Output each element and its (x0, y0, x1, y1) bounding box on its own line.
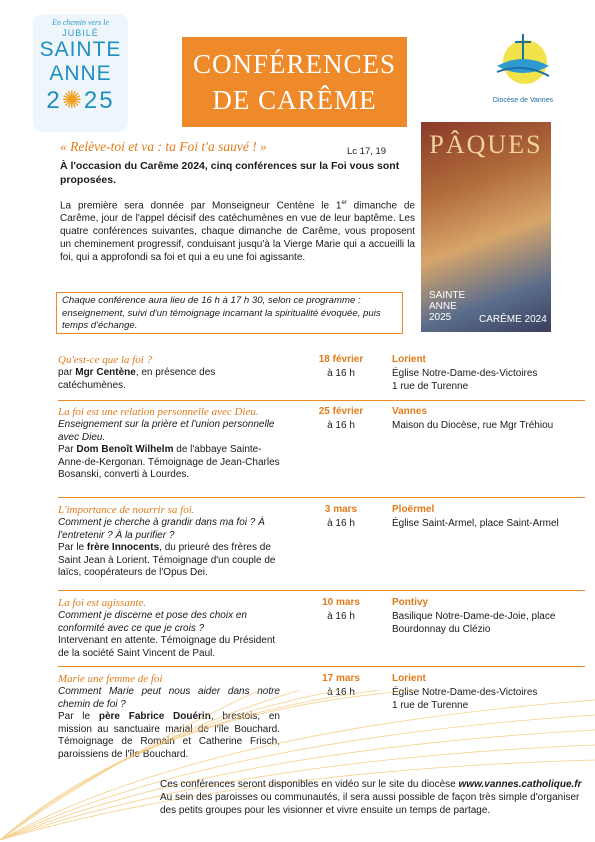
row-desc-a: Par (58, 444, 77, 455)
para-part-b: dimanche de Carême, jour de l'appel décisif des catéchumènes en vue de leur baptême. Les quatre conférences suivantes, chaque dimanche de Carême, vous proposent un cheminement progressif, conduisant jusqu'à la Vierge Marie qui a accueilli la foi, qui a approfondi sa foi et qui a eu une foi agissante. (60, 200, 415, 264)
row-description (58, 517, 280, 580)
diocese-emblem-icon (493, 32, 553, 90)
jubile-pre: En chemin vers le (51, 18, 110, 27)
row-desc-a: Par le (58, 542, 87, 553)
easter-poster-image (421, 122, 551, 332)
quote-ref: Lc 17, 19 (347, 146, 387, 157)
row-separator (58, 666, 585, 667)
row-desc-b: , du prieuré des frères de Saint Jean à Lorient. Témoignage d'un couple de laïcs, coopérateurs de l'Opus Dei. (58, 542, 276, 578)
row-place: Basilique Notre-Dame-de-Joie, place Bourdonnay du Clézio (392, 611, 556, 635)
row-desc-b: , brestois, en mission au sanctuaire marial de l'île Bouchard. Témoignage de Romain et Catherine Frisch, paroissiens de l'île Bouchard. (58, 711, 280, 760)
row-description (58, 367, 280, 392)
diocese-caption: Diocèse de Vannes (492, 97, 554, 104)
poster-sainte: SAINTE (429, 290, 466, 301)
title-line2: DE CARÊME (212, 85, 377, 115)
title-line1: CONFÉRENCES (192, 49, 397, 79)
poster-careme: CARÊME 2024 (479, 314, 547, 325)
row-separator (58, 400, 585, 401)
jubile-logo (33, 14, 128, 132)
row-title: Qu'est-ce que la foi ? (58, 354, 152, 366)
row-question: Comment je discerne et pose des choix en conformité avec ce que je crois ? (58, 610, 247, 634)
poster-year: 2025 (429, 312, 452, 323)
jubile-line1: SAINTE (39, 38, 122, 61)
diocese-logo (483, 32, 563, 107)
footer-line1 (160, 778, 590, 791)
row-question: Comment je cherche à grandir dans ma foi ? À l'entretenir ? À la purifier ? (58, 517, 265, 541)
jubile-year-a: 2 (46, 87, 62, 114)
row-title: La foi est une relation personnelle avec Dieu. (58, 406, 259, 418)
schedule-note: Chaque conférence aura lieu de 16 h à 17 h 30, selon ce programme : enseignement, suivi d'un témoignage incarnant la spiritualité évoquée, puis temps d'échange. (56, 292, 403, 334)
jubile-year (33, 86, 128, 116)
para-part-a: La première sera donnée par Monseigneur Centène le 1 (60, 200, 342, 212)
row-date: 25 février (318, 406, 364, 417)
row-date: 10 mars (322, 597, 360, 608)
row-desc-b: de l'abbaye Sainte-Anne-de-Kergonan. Témoignage de Jean-Charles Bosanski, converti à Lourdes. (58, 444, 280, 480)
row-description (58, 419, 280, 482)
row-time: à 16 h (327, 518, 355, 529)
poster-anne: ANNE (429, 301, 457, 312)
row-city: Lorient (392, 354, 426, 365)
row-title: La foi est agissante. (58, 597, 147, 609)
row-title: L'importance de nourrir sa foi. (58, 504, 195, 516)
row-city: Vannes (392, 406, 428, 417)
row-place (392, 368, 582, 393)
row-time: à 16 h (327, 420, 355, 431)
page-title (182, 37, 407, 127)
row-speaker: frère Innocents (86, 542, 160, 553)
row-time: à 16 h (327, 368, 355, 379)
row-desc-b: , en présence des catéchumènes. (58, 367, 216, 391)
row-desc-a: par (58, 367, 76, 378)
poster-sainte-anne (429, 290, 465, 323)
row-place-1: Église Notre-Dame-des-Victoires (392, 368, 538, 379)
quote-text: « Relève-toi et va : ta Foi t'a sauvé ! » (60, 139, 267, 154)
intro-text: À l'occasion du Carême 2024, cinq conférences sur la Foi vous sont proposées. (60, 160, 400, 186)
row-separator (58, 590, 585, 591)
row-date: 17 mars (322, 673, 360, 684)
row-desc-a: Intervenant en attente. Témoignage du Président de la société Saint Vincent de Paul. (58, 635, 276, 659)
row-date: 3 mars (324, 504, 358, 515)
row-question: Comment Marie peut nous aider dans notre chemin de foi ? (58, 686, 280, 710)
jubile-line2: ANNE (49, 62, 112, 85)
jubile-sun-icon: ✺ (61, 87, 84, 114)
jubile-year-b: 25 (83, 87, 115, 114)
row-title: Marie une femme de foi (58, 673, 163, 685)
row-speaker: Dom Benoît Wilhelm (76, 444, 174, 455)
row-time: à 16 h (327, 687, 355, 698)
row-speaker: Mgr Centène (75, 367, 136, 378)
row-city: Ploërmel (392, 504, 435, 515)
para-sup: er (341, 200, 347, 206)
footer-line1-text: Ces conférences seront disponibles en vidéo sur le site du diocèse (160, 779, 459, 790)
row-city: Lorient (392, 673, 426, 684)
row-speaker: père Fabrice Douérin (98, 711, 211, 722)
row-date: 18 février (318, 354, 364, 365)
poster-title: PÂQUES (429, 130, 543, 159)
row-place-2: 1 rue de Turenne (392, 699, 469, 711)
row-description (58, 610, 280, 660)
row-city: Pontivy (392, 597, 429, 608)
footer-url-link[interactable]: www.vannes.catholique.fr (458, 779, 582, 790)
intro-paragraph (60, 197, 415, 264)
row-time: à 16 h (327, 611, 355, 622)
footer-text (160, 778, 590, 817)
footer-line2: Au sein des paroisses ou communautés, il sera aussi possible de façon très simple d'organiser des petits groupes pour les visionner et vivre ensuite un temps de partage. (160, 792, 580, 816)
row-place-1: Église Notre-Dame-des-Victoires (392, 687, 538, 698)
row-place: Maison du Diocèse, rue Mgr Tréhiou (392, 420, 554, 431)
row-question: Enseignement sur la prière et l'union personnelle avec Dieu. (58, 419, 275, 443)
row-place: Église Saint-Armel, place Saint-Armel (392, 518, 559, 529)
jubile-label: JUBILÉ (62, 28, 99, 38)
row-desc-a: Par le (58, 711, 99, 722)
row-place-2: 1 rue de Turenne (392, 380, 469, 392)
row-separator (58, 497, 585, 498)
decorative-waves (0, 690, 595, 842)
